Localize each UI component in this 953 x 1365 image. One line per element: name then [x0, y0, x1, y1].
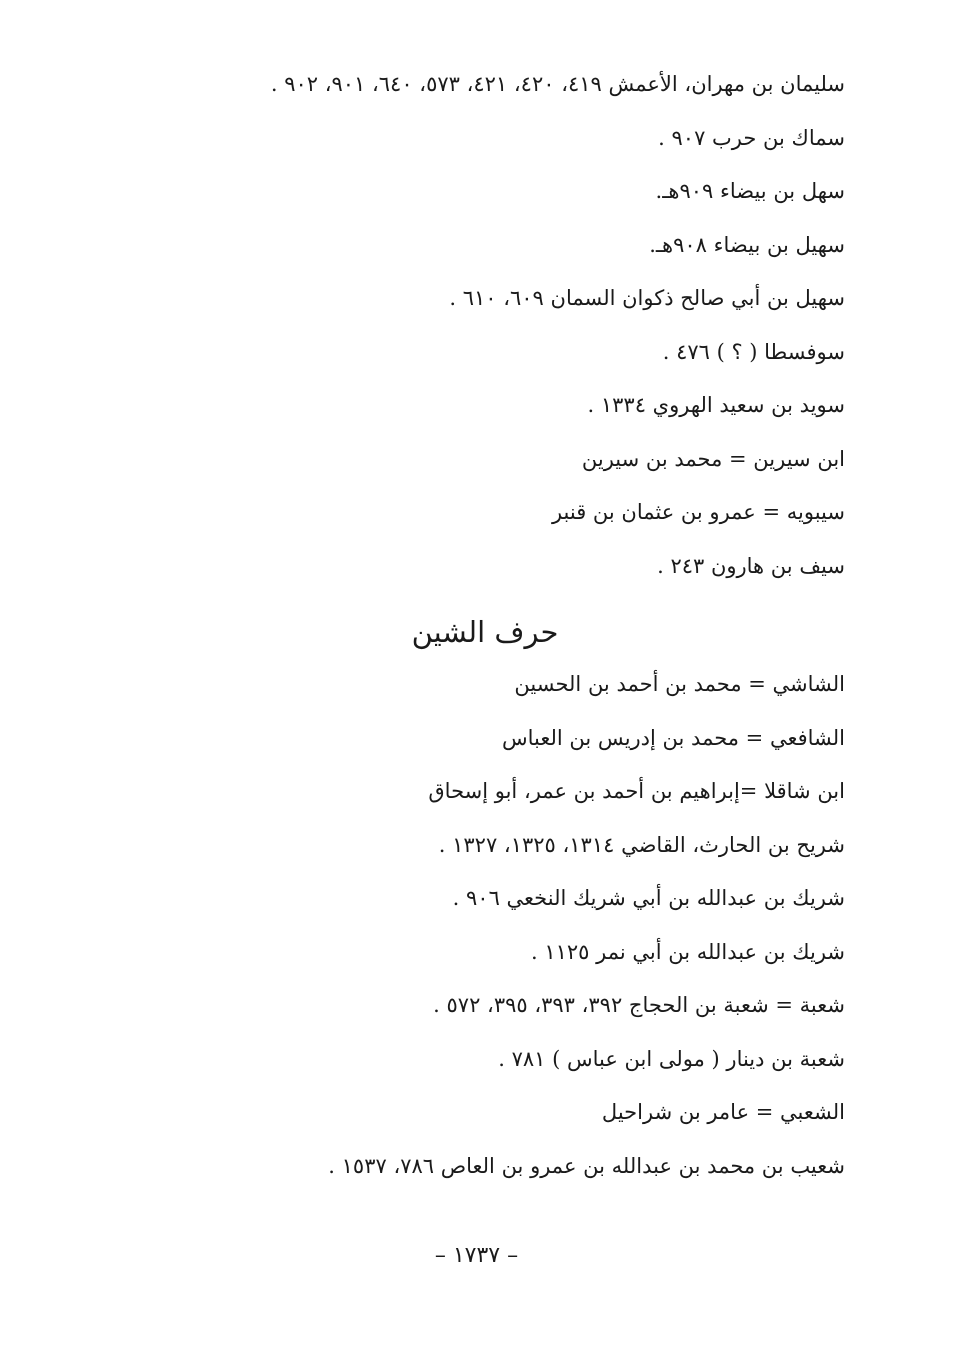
index-entry: شريك بن عبدالله بن أبي شريك النخعي ٩٠٦ .	[452, 886, 845, 910]
index-entry: سهيل بن بيضاء ٩٠٨هـ.	[649, 232, 845, 257]
index-entry: سليمان بن مهران، الأعمش ٤١٩، ٤٢٠، ٤٢١، ٥٧٣، ٦٤٠، ٩٠١، ٩٠٢ .	[270, 72, 845, 96]
index-entry: سهيل بن أبي صالح ذكوان السمان ٦٠٩، ٦١٠ .	[449, 286, 845, 310]
index-entry: سهل بن بيضاء ٩٠٩هـ.	[655, 179, 845, 203]
index-entry: شعبة بن دينار ( مولى ابن عباس ) ٧٨١ .	[498, 1046, 845, 1071]
index-entry: شعيب بن محمد بن عبدالله بن عمرو بن العاص ٧٨٦، ١٥٣٧ .	[328, 1153, 845, 1178]
section-heading-shin: حرف الشين	[411, 615, 559, 649]
index-entry: شريك بن عبدالله بن أبي نمر ١١٢٥ .	[530, 939, 845, 964]
index-entry: سماك بن حرب ٩٠٧ .	[658, 125, 845, 150]
index-entry: الشاشي = محمد بن أحمد بن الحسين	[514, 672, 845, 696]
index-entry: الشافعي = محمد بن إدريس بن العباس	[502, 725, 845, 750]
index-entry: شعبة = شعبة بن الحجاج ٣٩٢، ٣٩٣، ٣٩٥، ٥٧٢ .	[433, 993, 845, 1017]
index-entries-sin	[125, 62, 845, 597]
page-number: – ١٧٣٧ –	[434, 1243, 519, 1268]
index-entry: ابن شاقلا =إبراهيم بن أحمد بن عمر، أبو إسحاق	[428, 779, 845, 803]
index-entry: سوفسطا ( ؟ ) ٤٧٦ .	[662, 339, 845, 364]
index-entry: سيبويه = عمرو بن عثمان بن قنبر	[551, 500, 845, 524]
index-entry: سيف بن هارون ٢٤٣ .	[657, 553, 845, 578]
index-entry: سويد بن سعيد الهروي ١٣٣٤ .	[587, 393, 845, 417]
index-entry: الشعبي = عامر بن شراحيل	[601, 1100, 845, 1124]
index-entries-shin	[125, 662, 845, 1197]
index-entry: شريح بن الحارث، القاضي ١٣١٤، ١٣٢٥، ١٣٢٧ .	[438, 832, 845, 857]
index-entry: ابن سيرين = محمد بن سيرين	[581, 446, 845, 471]
